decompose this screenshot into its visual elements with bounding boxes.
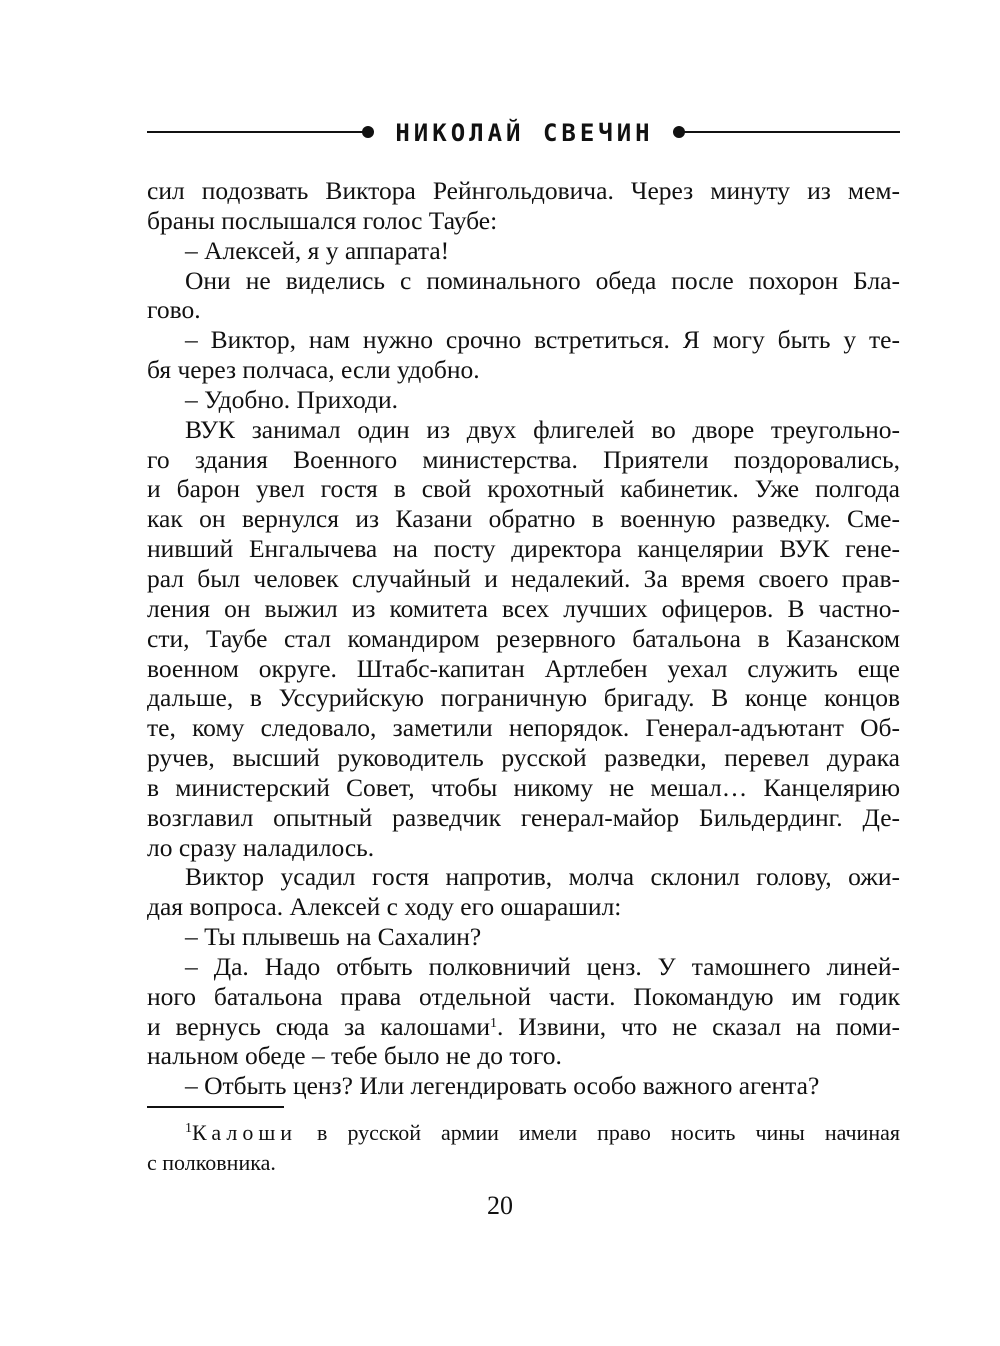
text-line: дая вопроса. Алексей с ходу его ошарашил:: [147, 892, 622, 922]
footnote-marker: 1: [185, 1121, 192, 1136]
text-line: гово.: [147, 295, 201, 325]
footnote-separator: [147, 1106, 284, 1108]
header-rule-left: [147, 131, 369, 133]
text-line: ного батальона права отдельной части. Покомандую им годик: [147, 981, 900, 1011]
text-line: возглавил опытный разведчик генерал-майор Бильдердинг. Де-: [147, 802, 900, 832]
page-number: 20: [487, 1191, 513, 1220]
text-line: ло сразу наладилось.: [147, 832, 375, 862]
text-span: и вернусь сюда за калошами: [147, 1011, 490, 1041]
footnote: [147, 1118, 900, 1178]
text-line-with-footnote: [147, 1012, 900, 1042]
body-text: [147, 176, 900, 1101]
text-line: – Алексей, я у аппарата!: [185, 235, 450, 265]
running-header: [147, 117, 900, 149]
text-line: го здания Военного министерства. Приятели поздоровались,: [147, 444, 900, 474]
text-line: военном округе. Штабс-капитан Артлебен уехал служить еще: [147, 653, 900, 683]
author-name: НИКОЛАЙ СВЕЧИН: [395, 119, 654, 147]
text-line: в министерский Совет, чтобы никому не мешал… Канцелярию: [147, 772, 900, 802]
text-line: сил подозвать Виктора Рейнгольдовича. Через минуту из мем-: [147, 176, 900, 205]
text-line: Виктор усадил гостя напротив, молча склонил голову, ожи-: [185, 862, 900, 892]
text-line: дальше, в Уссурийскую пограничную бригаду. В конце концов: [147, 683, 900, 713]
footnote-line: с полковника.: [147, 1150, 276, 1175]
footnote-line: [147, 1118, 900, 1148]
text-line: – Виктор, нам нужно срочно встретиться. Я могу быть у те-: [185, 325, 900, 355]
text-line: нивший Енгалычева на посту директора канцелярии ВУК гене-: [147, 534, 900, 564]
text-span: . Извини, что не сказал на поми-: [497, 1011, 900, 1041]
text-line: и барон увел гостя в свой крохотный кабинетик. Уже полгода: [147, 474, 900, 504]
text-line: сти, Таубе стал командиром резервного батальона в Казанском: [147, 623, 900, 653]
text-line: нальном обеде – тебе было не до того.: [147, 1041, 562, 1071]
text-line: Они не виделись с поминального обеда после похорон Бла-: [185, 265, 900, 295]
footnote-term: Калоши: [192, 1120, 298, 1145]
text-line: ВУК занимал один из двух флигелей во дворе треугольно-: [185, 414, 900, 444]
text-line: – Да. Надо отбыть полковничий ценз. У тамошнего линей-: [185, 951, 900, 981]
text-line: как он вернулся из Казани обратно в военную разведку. Сме-: [147, 504, 900, 534]
text-line: рал был человек случайный и недалекий. За время своего прав-: [147, 563, 900, 593]
text-line: те, кому следовало, заметили непорядок. Генерал-адъютант Об-: [147, 713, 900, 743]
text-line: – Ты плывешь на Сахалин?: [185, 922, 482, 952]
text-line: – Отбыть ценз? Или легендировать особо важного агента?: [185, 1071, 820, 1101]
text-line: ручев, высший руководитель русской разведки, перевел дурака: [147, 743, 900, 773]
text-line: бя через полчаса, если удобно.: [147, 355, 480, 385]
text-line: ления он выжил из комитета всех лучших офицеров. В частно-: [147, 593, 900, 623]
header-dot-left: [362, 126, 374, 138]
footnote-text: в русской армии имели право носить чины начиная: [297, 1120, 900, 1145]
text-line: браны послышался голос Таубе:: [147, 205, 498, 235]
footnote-reference: 1: [490, 1015, 497, 1031]
text-line: – Удобно. Приходи.: [185, 384, 399, 414]
header-rule-right: [674, 131, 900, 133]
